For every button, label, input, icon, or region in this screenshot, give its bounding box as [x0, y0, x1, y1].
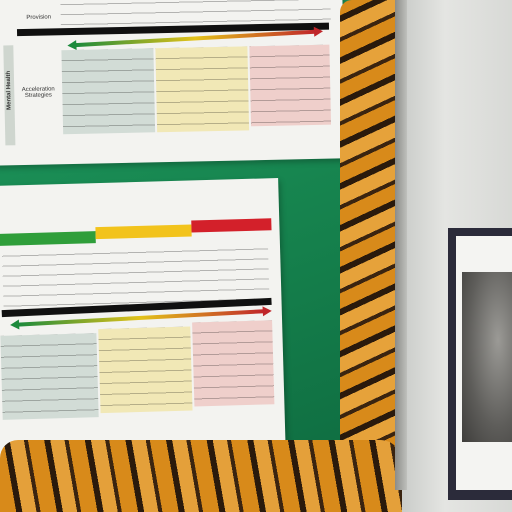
table-col-red	[249, 45, 331, 127]
row-label-provision: Provision	[26, 14, 52, 21]
board-frame-edge	[395, 0, 407, 490]
table-col-yellow	[98, 327, 192, 414]
header-red	[191, 218, 271, 232]
poster-text-block	[60, 0, 330, 26]
poster-strategies	[0, 178, 286, 462]
table-col-green	[0, 333, 98, 420]
poster-body-text	[2, 244, 269, 307]
poster-mental-health	[0, 0, 346, 166]
table-col-green	[61, 48, 155, 134]
portrait-image	[462, 272, 512, 442]
tiger-print-border-bottom	[0, 440, 402, 512]
tiger-print-border-right	[340, 0, 402, 512]
header-green	[0, 231, 96, 246]
table-col-red	[192, 320, 274, 406]
header-yellow	[95, 224, 191, 239]
table-col-yellow	[155, 46, 249, 132]
row-label-acceleration: Acceleration Strategies	[21, 86, 55, 100]
section-label: Mental Health	[5, 70, 13, 110]
